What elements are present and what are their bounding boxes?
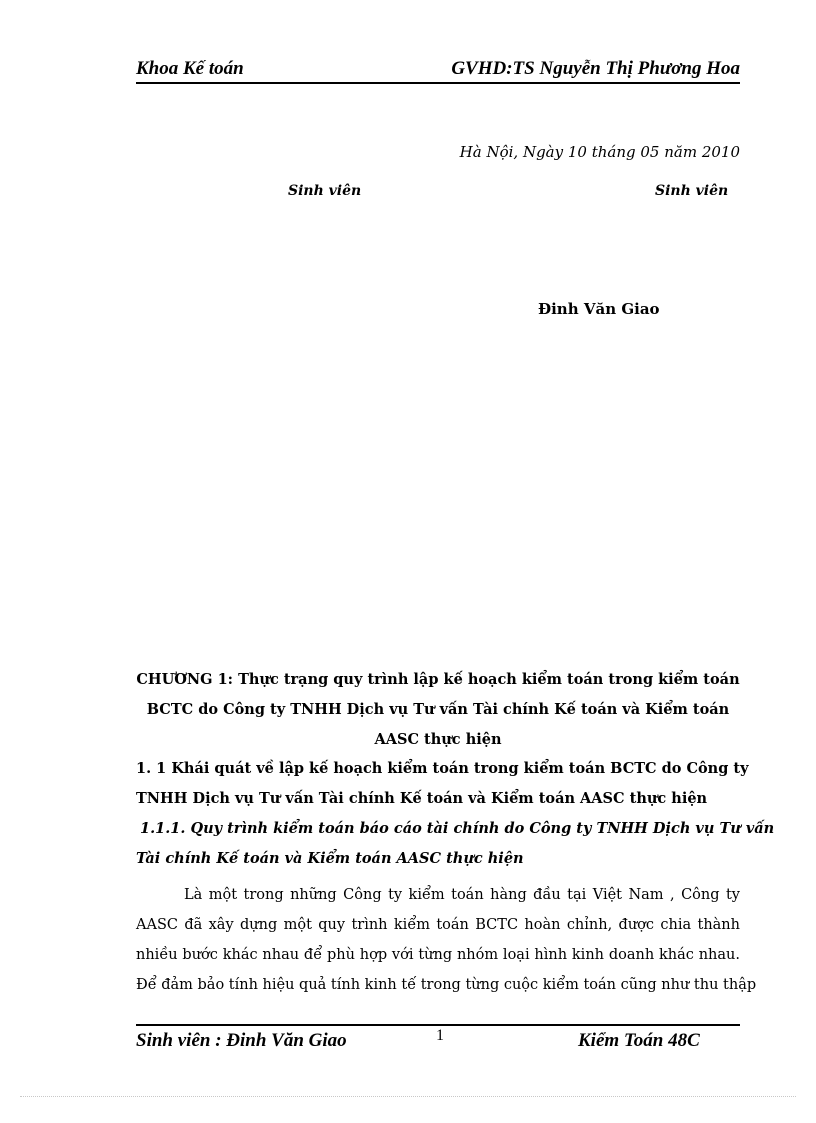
student-name: Đinh Văn Giao bbox=[538, 300, 660, 318]
chapter-title-line: BCTC do Công ty TNHH Dịch vụ Tư vấn Tài chính Kế toán và Kiểm toán bbox=[146, 701, 730, 718]
page-boundary bbox=[20, 1096, 796, 1097]
subsection-heading-line: Tài chính Kế toán và Kiểm toán AASC thực hiện bbox=[136, 850, 524, 867]
date-line: Hà Nội, Ngày 10 tháng 05 năm 2010 bbox=[459, 143, 740, 161]
chapter-title-line: AASC thực hiện bbox=[374, 731, 502, 748]
header-right: GVHD:TS Nguyễn Thị Phương Hoa bbox=[451, 58, 740, 79]
paragraph-line: AASC đã xây dựng một quy trình kiểm toán BCTC hoàn chỉnh, được chia thành bbox=[136, 917, 740, 933]
student-label-left: Sinh viên bbox=[288, 183, 362, 199]
section-heading-line: 1. 1 Khái quát về lập kế hoạch kiểm toán trong kiểm toán BCTC do Công ty bbox=[136, 760, 749, 777]
footer-left: Sinh viên : Đinh Văn Giao bbox=[136, 1030, 347, 1051]
header-rule bbox=[136, 82, 740, 84]
header-left: Khoa Kế toán bbox=[136, 58, 244, 79]
subsection-heading-line: 1.1.1. Quy trình kiểm toán báo cáo tài chính do Công ty TNHH Dịch vụ Tư vấn bbox=[140, 820, 775, 837]
paragraph-line: Là một trong những Công ty kiểm toán hàng đầu tại Việt Nam , Công ty bbox=[184, 887, 740, 903]
chapter-title bbox=[136, 665, 740, 755]
footer-rule bbox=[136, 1024, 740, 1026]
section-heading-line: TNHH Dịch vụ Tư vấn Tài chính Kế toán và Kiểm toán AASC thực hiện bbox=[136, 790, 708, 807]
student-label-right: Sinh viên bbox=[655, 183, 729, 199]
page-number: 1 bbox=[436, 1027, 444, 1044]
chapter-title-line: CHƯƠNG 1: Thực trạng quy trình lập kế hoạch kiểm toán trong kiểm toán bbox=[136, 671, 740, 688]
footer-right: Kiểm Toán 48C bbox=[578, 1030, 700, 1051]
paragraph-line: Để đảm bảo tính hiệu quả tính kinh tế trong từng cuộc kiểm toán cũng như thu thập bbox=[136, 977, 757, 993]
paragraph-line: nhiều bước khác nhau để phù hợp với từng nhóm loại hình kinh doanh khác nhau. bbox=[136, 947, 740, 963]
